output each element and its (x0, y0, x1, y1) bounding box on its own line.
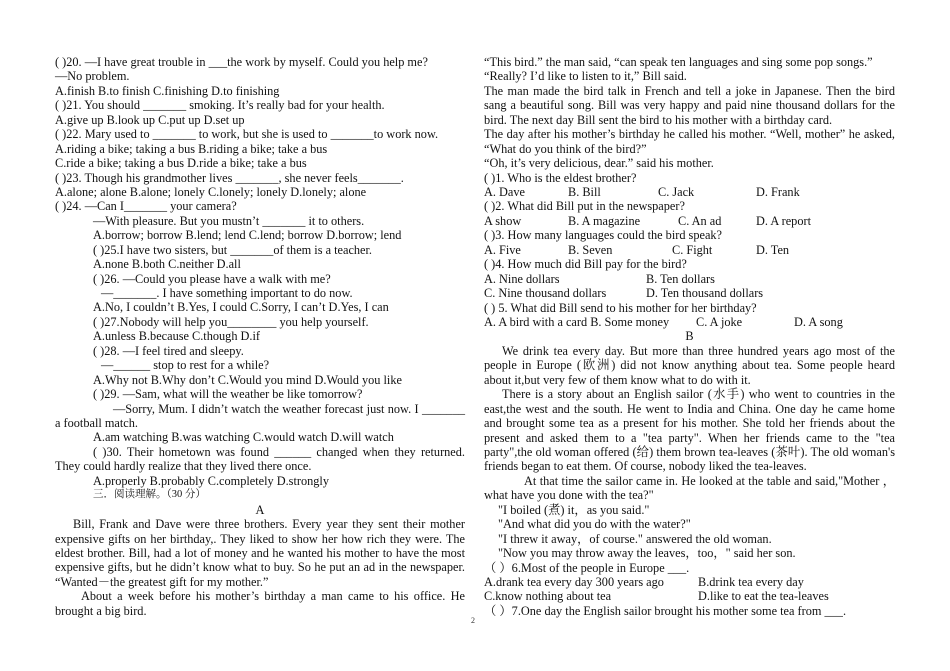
passage-b-line-7: "Now you may throw away the leaves，too，" said her son. (498, 546, 796, 561)
question-6-options-1 (484, 575, 895, 589)
question-21: ( )21. You should _______ smoking. It’s really bad for your health. (55, 98, 385, 113)
question-3-options (484, 243, 895, 257)
story-line-5: “Oh, it’s very delicious, dear.” said his mother. (484, 156, 714, 171)
question-1-options (484, 185, 895, 199)
passage-a-paragraph-2: About a week before his mother’s birthday a man came to his office. He brought a big bird. (55, 589, 465, 618)
question-23-options: A.alone; alone B.alone; lonely C.lonely; lonely D.lonely; alone (55, 184, 367, 199)
question-26-options: A.No, I couldn’t B.Yes, I could C.Sorry, I can’t D.Yes, I can (93, 300, 389, 315)
question-28-options: A.Why not B.Why don’t C.Would you mind D.Would you like (93, 372, 402, 387)
option: D. A report (756, 213, 811, 228)
question-21-options: A.give up B.look up C.put up D.set up (55, 112, 245, 127)
question-4-options-1 (484, 272, 895, 286)
option: A. Nine dollars (484, 271, 560, 286)
option: A. Five (484, 242, 521, 257)
option: D. A song (794, 314, 843, 329)
story-line-2: “Really? I’d like to listen to it,” Bill said. (484, 69, 687, 84)
question-28-reply: —______ stop to rest for a while? (101, 358, 270, 373)
question-24-reply: —With pleasure. But you mustn’t _______ it to others. (93, 213, 365, 228)
passage-a-paragraph-1: Bill, Frank and Dave were three brothers. Every year they sent their mother expensive gifts on her birthday,. They liked to show her how rich they were. The eldest brother. Bill, had a lot of money and he wanted his mother to have the most expensive gifts, but he didn’t know what to buy. So he put an ad in the newspaper. “Wanted－the greatest gift for my mother.” (55, 517, 465, 589)
passage-b-label: B (685, 329, 694, 344)
right-column (484, 55, 895, 618)
option: B. Ten dollars (646, 271, 715, 286)
question-30: ( )30. Their hometown was found ______ changed when they returned. They could hardly realize that they lived there once. (55, 444, 465, 474)
question-2-options (484, 214, 895, 228)
question-24: ( )24. —Can I_______ your camera? (55, 199, 237, 214)
question-23: ( )23. Though his grandmother lives _______, she never feels_______. (55, 170, 404, 185)
question-22-options-2: C.ride a bike; taking a bus D.ride a bike; take a bus (55, 156, 307, 171)
question-4: ( )4. How much did Bill pay for the bird? (484, 257, 687, 272)
option: D. Ten thousand dollars (646, 286, 764, 301)
question-20-options: A.finish B.to finish C.finishing D.to finishing (55, 83, 280, 98)
story-line-1: “This bird.” the man said, “can speak ten languages and sing some pop songs.” (484, 55, 873, 69)
option: D. Ten (756, 242, 790, 257)
question-26-reply: —_______. I have something important to do now. (101, 286, 353, 300)
question-25-options: A.none B.both C.neither D.all (93, 257, 241, 272)
option: C.know nothing about tea (484, 589, 612, 604)
question-22: ( )22. Mary used to _______ to work, but she is used to _______to work now. (55, 127, 439, 142)
option: B. Seven (568, 242, 613, 257)
passage-a-label: A (255, 502, 265, 517)
question-22-options-1: A.riding a bike; taking a bus B.riding a bike; take a bus (55, 141, 328, 156)
passage-b-paragraph-1: We drink tea every day. But more than three hundred years ago most of the people in Europe (欧洲) did not know anything about tea. Some people heard about it,but very few of them know what to do with it. (484, 343, 895, 387)
question-6-options-2 (484, 589, 895, 603)
story-paragraph-3: The man made the bird talk in French and tell a joke in Japanese. Then the bird sang a beautiful song. Bill was very happy and paid nine thousand dollars for the bird. The next day Bill sent the bird to his mother with a birthday card. (484, 83, 895, 127)
question-30-options: A.properly B.probably C.completely D.strongly (93, 473, 329, 488)
option: B. A magazine (568, 213, 641, 228)
question-28: ( )28. —I feel tired and sleepy. (93, 343, 244, 358)
question-20-reply: —No problem. (55, 69, 130, 84)
left-column (55, 55, 465, 618)
question-5: ( ) 5. What did Bill send to his mother for her birthday? (484, 300, 757, 315)
option: B.drink tea every day (698, 575, 804, 589)
question-20: ( )20. —I have great trouble in ___the work by myself. Could you help me? (55, 55, 428, 69)
option: C. An ad (678, 213, 722, 228)
passage-b-line-4: "I boiled (煮) it，as you said." (498, 502, 650, 517)
question-4-options-2 (484, 286, 895, 300)
passage-b-paragraph-3: At that time the sailor came in. He looked at the table and said,"Mother ，what have you done with the tea?" (484, 473, 895, 503)
option: D.like to eat the tea-leaves (698, 589, 829, 604)
option: A.drank tea every day 300 years ago (484, 575, 664, 589)
question-29: ( )29. —Sam, what will the weather be like tomorrow? (93, 387, 363, 402)
question-6: （ ）6.Most of the people in Europe ___. (484, 560, 690, 575)
story-paragraph-4: The day after his mother’s birthday he called his mother. “Well, mother” he asked, “What do you think of the bird?” (484, 127, 895, 156)
passage-b-line-5: "And what did you do with the water?" (498, 517, 691, 532)
option: A. Dave (484, 185, 525, 200)
question-29-reply: —Sorry, Mum. I didn’t watch the weather forecast just now. I _______ a football match. (55, 401, 465, 430)
question-27: ( )27.Nobody will help you________ you help yourself. (93, 314, 369, 329)
option: D. Frank (756, 185, 800, 200)
question-1: ( )1. Who is the eldest brother? (484, 170, 637, 185)
question-27-options: A.unless B.because C.though D.if (93, 329, 261, 344)
question-29-options: A.am watching B.was watching C.would watch D.will watch (93, 430, 394, 445)
question-7: （ ）7.One day the English sailor brought his mother some tea from ___. (484, 603, 847, 618)
question-2: ( )2. What did Bill put in the newspaper? (484, 199, 685, 214)
page-number: 2 (471, 616, 475, 625)
option: C. Jack (658, 185, 695, 200)
question-3: ( )3. How many languages could the bird speak? (484, 228, 723, 243)
section-heading-reading: 三．阅读理解。（30 分） (93, 489, 206, 501)
question-24-options: A.borrow; borrow B.lend; lend C.lend; borrow D.borrow; lend (93, 228, 402, 243)
option: C. Nine thousand dollars (484, 286, 607, 301)
option: C. Fight (672, 242, 713, 257)
passage-b-line-6: "I threw it away，of course." answered the old woman. (498, 531, 772, 546)
question-26: ( )26. —Could you please have a walk with me? (93, 271, 331, 286)
option: A. A bird with a card B. Some money (484, 314, 670, 329)
option: C. A joke (696, 314, 743, 329)
option: A show (484, 213, 522, 228)
question-5-options (484, 315, 895, 329)
passage-b-paragraph-2: There is a story about an English sailor (水手) who went to countries in the east,the west and the south. He went to India and China. One day he came home and brought some tea as a present for his mother. She told her friends about the present and asked them to a "tea party". When her friends came to the "tea party",the old woman offered (给) them brown tea-leaves (茶叶). The old woman's friends began to eat them. Of course, nobody liked the tea-leaves. (484, 387, 895, 474)
option: B. Bill (568, 185, 601, 200)
question-25: ( )25.I have two sisters, but _______of them is a teacher. (93, 242, 373, 257)
